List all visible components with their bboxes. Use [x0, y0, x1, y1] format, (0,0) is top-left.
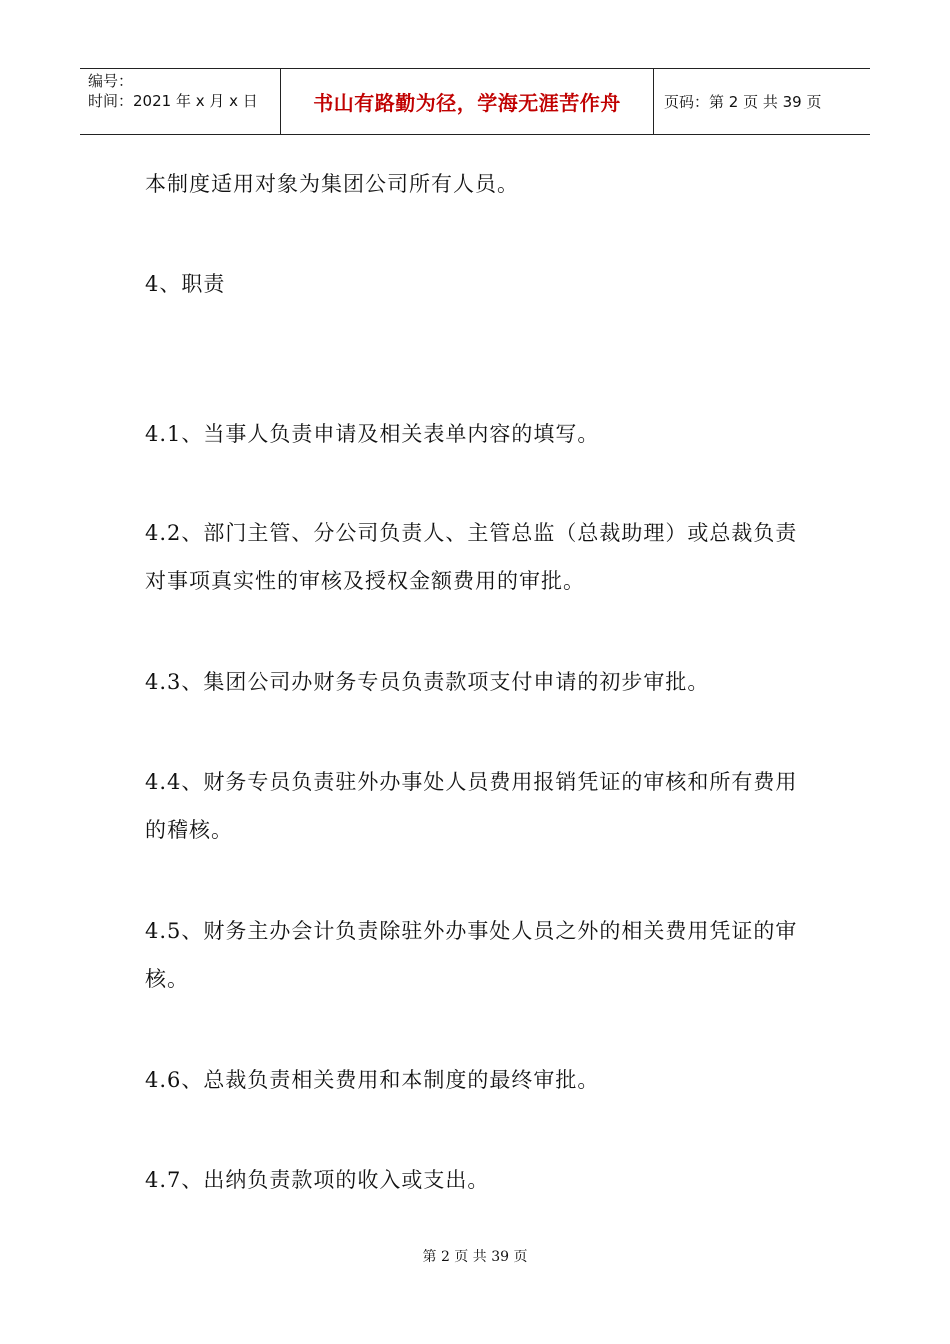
paragraph-4-2: 4.2、部门主管、分公司负责人、主管总监（总裁助理）或总裁负责对事项真实性的审核及授权金额费用的审批。 — [145, 521, 798, 593]
header-page-info: 页码：第 2 页 共 39 页 — [664, 93, 822, 111]
page-header — [80, 68, 870, 135]
paragraph-scope: 本制度适用对象为集团公司所有人员。 — [145, 172, 519, 196]
header-meta — [80, 69, 281, 134]
section-heading-responsibilities: 4、职责 — [145, 272, 226, 296]
paragraph-4-6: 4.6、总裁负责相关费用和本制度的最终审批。 — [145, 1068, 600, 1092]
paragraph-4-3: 4.3、集团公司办财务专员负责款项支付申请的初步审批。 — [145, 670, 710, 694]
document-date: 时间：2021 年 x 月 x 日 — [88, 92, 258, 110]
paragraph-4-5: 4.5、财务主办会计负责除驻外办事处人员之外的相关费用凭证的审核。 — [145, 919, 798, 991]
page-footer: 第 2 页 共 39 页 — [422, 1249, 528, 1265]
paragraph-4-1: 4.1、当事人负责申请及相关表单内容的填写。 — [145, 422, 600, 446]
header-motto: 书山有路勤为径，学海无涯苦作舟 — [281, 69, 654, 134]
paragraph-4-7: 4.7、出纳负责款项的收入或支出。 — [145, 1168, 490, 1192]
paragraph-4-4: 4.4、财务专员负责驻外办事处人员费用报销凭证的审核和所有费用的稽核。 — [145, 770, 798, 842]
document-code-label: 编号： — [88, 72, 134, 90]
